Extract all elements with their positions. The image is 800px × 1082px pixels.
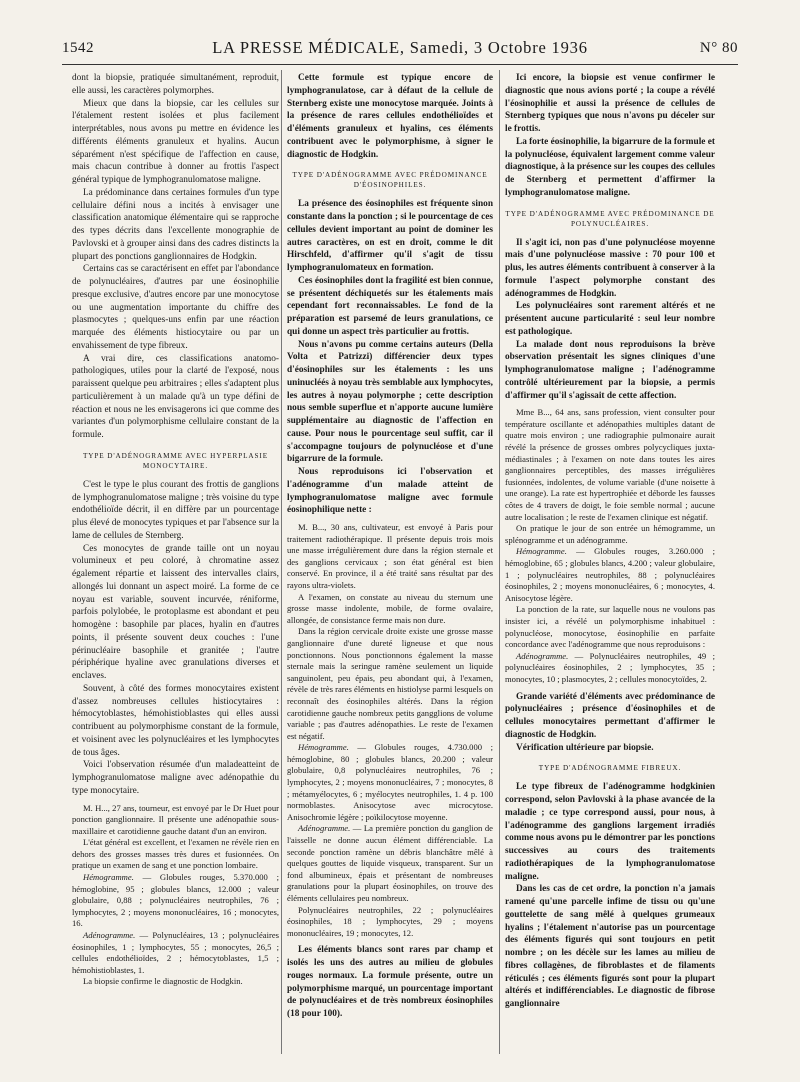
adenogram-label: Adénogramme. [83,930,136,941]
column-divider [281,70,282,1054]
paragraph: dont la biopsie, pratiquée simultanément, reproduit, elle aussi, les caractères polymorphes. [72,73,279,96]
case-report: Mme B..., 64 ans, sans profession, vient consulter pour température oscillante et adénopathies multiples datant de quatre mois environ ; une radiographie pulmonaire aurait révélé la présence de grosses ombres polycycliques juxta-médiastinales ; à l'examen on note dans toutes les aires ganglionnaires perceptibles, des masses irrégulières fusionnées, indolentes, de volume variable (d'une noisette à une orange). La rate est hypertrophiée et déborde les fausses côtes de 4 travers de doigt, le foie semble normal ; aucune autre localisation ; le reste de l'examen clinique est négatif. [505,407,715,522]
hemogram-label: Hémogramme. [298,742,349,753]
hemogram-label: Hémogramme. [83,872,134,883]
adenogram [72,930,279,976]
hemogram-values: — Globules rouges, 5.370.000 ; hémoglobine, 95 ; globules blancs, 12.000 ; valeur globulaire, 0,88 ; polynucléaires neutrophiles, 76 ; lymphocytes, 2 ; moyens mononucléaires, 16 ; monocytes, 16. [72,872,279,929]
case-report: La ponction de la rate, sur laquelle nous ne voulons pas insister ici, a révélé un polymorphisme inhabituel : polynucléose, monocytose, éosinophilie en parfaite concordance avec l'adénogramme que nous reproduisons : [505,604,715,650]
paragraph: Cette formule est typique encore de lymphogranulatose, car à défaut de la cellule de Sternberg existe une monocytose marquée. Joints à la présence de rares cellules endothélioïdes et d'éléments granuleux et hyalins, ces éléments contribuent avec le polymorphisme, à signer le diagnostic de Hodgkin. [287,73,493,160]
paragraph: Ces monocytes de grande taille ont un noyau volumineux et peu coloré, à chromatine assez également répartie et laissent des intervalles clairs, allongés lui donnant un aspect moiré. La forme de ce noyau est variable, souvent incurvée, réniforme, parfois polylobée, le protoplasme est abondant et peu homogène : basophile par places, hyalin en d'autres points, il présente souvent deux couches : l'une périnucléaire basophile et granitée ; l'autre périphérique hyaline avec granulations diverses et enclaves. [72,543,279,681]
case-report: Polynucléaires neutrophiles, 22 ; polynucléaires éosinophiles, 18 ; lymphocytes, 29 ; moyens mononucléaires, 19 ; monocytes, 12. [287,904,493,938]
column-3 [505,72,715,1011]
paragraph: Le type fibreux de l'adénogramme hodgkinien correspond, selon Pavlovski à la phase avancée de la maladie ; ce type correspond aussi, pour nous, à l'adénogramme des ganglions largement irradiés comme nous avons pu le démontrer par les ponctions successives au cours des traitements radiothérapiques de la lymphogranulomatose maligne. [505,782,715,882]
adenogram [287,823,493,904]
adenogram [505,651,715,686]
section-heading: TYPE D'ADÉNOGRAMME AVEC HYPERPLASIE MONOCYTAIRE. [82,451,268,470]
section-heading: TYPE D'ADÉNOGRAMME FIBREUX. [538,764,682,773]
paragraph: A vrai dire, ces classifications anatomo-pathologiques, utiles pour la clarté de l'exposé, nous paraissent quelque peu arbitraires ; elles s'adaptent plus particulièrement à un malade qu'à un type défini de réaction et nous ne les envisagerons ici que comme des variantes d'un polymorphisme cellulaire constant de la formule. [72,353,279,440]
column-divider [499,70,500,1054]
paragraph: La forte éosinophilie, la bigarrure de la formule et la polynucléose, équivalent largement comme valeur diagnostique, à la présence sur les coupes des cellules de Sternberg et permettent d'affirmer la lymphogranulomatose maligne. [505,136,715,198]
adenogram-label: Adénogramme. [298,823,351,834]
hemogram-values: — Globules rouges, 3.260.000 ; hémoglobine, 65 ; globules blancs, 4.200 ; valeur globulaire, 1 ; polynucléaires neutrophiles, 88 ; polynucléaires éosinophiles, 2 ; moyens mononucléaires, 6 ; monocytes, 4. Anisocytose légère. [505,546,715,603]
paragraph: Ici encore, la biopsie est venue confirmer le diagnostic que nous avions porté ; la coupe a révélé l'éosinophilie et aussi la présence de cellules de Sternberg typiques que nous n'avons pu déceler sur le frottis. [505,73,715,134]
hemogram [72,872,279,930]
issue-number: N° 80 [699,40,738,56]
paragraph: Il s'agit ici, non pas d'une polynucléose moyenne mais d'une polynucléose massive : 70 pour 100 et plus, les autres éléments contribuent à conserver à la formule l'aspect polymorphe constant des adénogrammes de Hodgkin. [505,237,715,299]
paragraph: Les éléments blancs sont rares par champ et isolés les uns des autres au milieu de globules rouges normaux. La formule présente, outre un polymorphisme marqué, un pourcentage important de polynucléaires et de très nombreux éosinophiles (18 pour 100). [287,945,493,1020]
hemogram-label: Hémogramme. [516,546,567,557]
case-report: La biopsie confirme le diagnostic de Hodgkin. [83,976,243,987]
section-heading: TYPE D'ADÉNOGRAMME AVEC PRÉDOMINANCE DE POLYNUCLÉAIRES. [505,209,715,228]
column-2 [287,72,493,1021]
journal-title: LA PRESSE MÉDICALE, Samedi, 3 Octobre 1936 [212,38,588,57]
adenogram-values: — Polynucléaires neutrophiles, 49 ; polynucléaires éosinophiles, 2 ; lymphocytes, 35 ; monocytes, 10 ; plasmocytes, 2 ; cellules monocytoïdes, 2. [505,650,715,684]
case-report: A l'examen, on constate au niveau du sternum une grosse masse indolente, mobile, de forme ovalaire, allongée, de consistance ferme mais non dure. [287,591,493,625]
paragraph: Les polynucléaires sont rarement altérés et ne présentent aucune particularité : seul leur nombre est pathologique. [505,301,715,337]
adenogram-values: — Polynucléaires, 13 ; polynucléaires éosinophiles, 1 ; lymphocytes, 55 ; monocytes, 26,5 ; cellules endothélioïdes, 2 ; hémocytoblastes, 1,5 ; hémohistioblastes, 1. [72,930,279,975]
case-report: On pratique le jour de son entrée un hémogramme, un splénogramme et un adénogramme. [505,523,715,545]
paragraph: Voici l'observation résumée d'un maladeatteint de lymphogranulomatose maligne avec adénopathie du type monocytaire. [72,760,279,796]
case-report: L'état général est excellent, et l'examen ne révèle rien en dehors des grosses masses très dures et fusionnées. On pratique un examen de sang et une ponction lombaire. [72,837,279,871]
paragraph: Ces éosinophiles dont la fragilité est bien connue, se présentent déchiquetés sur les étalements mais cependant fort reconnaissables. Le fond de la préparation est parsemé de leurs granulations, ce qui donne un aspect très particulier au frottis. [287,275,493,337]
paragraph: Nous reproduisons ici l'observation et l'adénogramme d'un malade atteint de lymphogranulomatose maligne avec formule éosinophilique nette : [287,467,493,516]
paragraph: Vérification ultérieure par biopsie. [516,742,654,753]
column-1 [72,72,279,988]
case-report: Dans la région cervicale droite existe une grosse masse ganglionnaire d'une dureté ligneuse et que nous ponctionnons. Nous ponctionnons également la masse sternale mais la seringue ramène seulement un liquide sanguinolent, peu épais, peu abondant qui, à l'examen, révèle de très rares éléments en histiolyse parmi lesquels on reconnaît des éosinophiles altérés. Dans la région carotidienne gauche nombreux petits gangglions de volume variable ; pas d'autres adénopathies. Le reste de l'examen est négatif. [287,626,493,741]
header-rule [62,64,738,65]
case-report: M. H..., 27 ans, tourneur, est envoyé par le Dr Huet pour ponction ganglionnaire. Il présente une adénopathie sous-maxillaire et carotidienne gauche datant d'un an environ. [72,802,279,836]
paragraph: La présence des éosinophiles est fréquente sinon constante dans la ponction ; si le pourcentage de ces cellules devient important au point de dominer les autres caractères, on est en droit, comme le dit Hirschfeld, d'affirmer qu'il s'agit de tissu lymphogranulomateux en formation. [287,199,493,273]
adenogram-label: Adénogramme. [516,650,569,661]
hemogram [287,742,493,823]
running-header [62,34,738,64]
paragraph: Mieux que dans la biopsie, car les cellules sur l'étalement restent isolées et plus facilement interprétables, nous avons pu mettre en évidence les différents éléments granuleux et hyalins. Aucun séparément n'est spécifique de l'affection en cause, mais chacun contribue à donner au frottis l'aspect général typique de lymphogranulomatose maligne. [72,98,279,185]
adenogram-values: — La première ponction du ganglion de l'aisselle ne donne aucun élément différenciable. La seconde ponction ramène un débris blanchâtre mêlé à quelques gouttes de liquide visqueux, transparent. Sur un fond albumineux, épais et présentant de nombreuses granulations pour la plupart éosinophiles, on trouve des éléments cellulaires peu nombreux. [287,823,493,903]
page-number: 1542 [62,40,94,56]
paragraph: C'est le type le plus courant des frottis de ganglions de lymphogranulomatose maligne ; très voisine du type endothélioïde décrit, il en diffère par un pourcentage plus élevé de monocytes typiques et par l'absence sur la lame de cellules de Sternberg. [72,479,279,541]
hemogram-values: — Globules rouges, 4.730.000 ; hémoglobine, 80 ; globules blancs, 20.200 ; valeur globulaire, 0,8 polynucléaires neutrophiles, 76 ; lymphocytes, 2 ; moyens mononucléaires, 7 ; monocytes, 8 ; métamyélocytes, 6 ; myélocytes neutrophiles, 1. 4 p. 100 normoblastes. Anisocytose avec microcytose. Anisochromie légère ; poïkilocytose moyenne. [287,742,493,822]
paragraph: Souvent, à côté des formes monocytaires existent d'assez nombreuses cellules histiocytaires : hémocytoblastes, hémohistioblastes qui elles aussi contribuent au polymorphisme constant de la formule, et voisinent avec les polynucléaires et les lymphocytes de tous âges. [72,683,279,758]
paragraph: Dans les cas de cet ordre, la ponction n'a jamais ramené qu'une parcelle infime de tissu ou qu'une gouttelette de sang mêlé à quelques grumeaux hyalins ; l'étalement n'autorise pas un pourcentage des éléments figurés qui sont toujours en petit nombre ; on les décèle sur les lames au milieu de fibres collagènes, de fibroblastes et de filaments réticulés ; ces éléments figurés sont pour la plupart altérés et indifférenciables. Le diagnostic de fibrose ganglionnaire [505,884,715,1009]
paragraph: Grande variété d'éléments avec prédominance de polynucléaires ; présence d'éosinophiles et de cellules monocytaires permettant d'affirmer le diagnostic de Hodgkin. [505,691,715,740]
hemogram [505,546,715,604]
case-report: M. B..., 30 ans, cultivateur, est envoyé à Paris pour traitement radiothérapique. Il présente depuis trois mois une masse irrégulièrement dure dans la région sternale et des ganglions cervicaux ; son état général est bien conservé. En province, il a été traité sans résultat par des rayons ultra-violets. [287,522,493,590]
paragraph: La prédominance dans certaines formules d'un type cellulaire défini nous a incités à envisager une classification anatomique élémentaire qui se rapproche des types décrits dans l'excellente monographie de Pavlovski et à grouper ainsi dans des cadres distincts la plupart des ponctions ganglionnaires de Hodgkin. [72,187,279,262]
paragraph: Nous n'avons pu comme certains auteurs (Della Volta et Patrizzi) différencier deux types d'éosinophiles sur les étalements : les uns uninucléés à noyau très semblable aux lymphocytes, les autres à noyau polymorphe ; cette description nous semble superflue et n'apporte aucune lumière supplémentaire au diagnostic de l'affection en cause. Pour nous le pourcentage seul suffit, car il s'accompagne toujours de polynucléose et d'une bigarrure de la formule. [287,339,493,465]
section-heading: TYPE D'ADÉNOGRAMME AVEC PRÉDOMINANCE D'ÉOSINOPHILES. [292,171,488,190]
paragraph: Certains cas se caractérisent en effet par l'abondance de polynucléaires, d'autres par une éosinophilie presque exclusive, d'autres encore par une monocytose ou une augmentation importante du chiffre des plasmocytes ; quelques-uns enfin par une réaction marquée des éléments histiocytaire ou par un envahissement de type fibreux. [72,264,279,351]
paragraph: La malade dont nous reproduisons la brève observation présentait les signes cliniques d'une lymphogranulomatose maligne ; l'adénogramme contrôlé ultérieurement par la biopsie, a permis d'affirmer qu'il s'agissait de cette affection. [505,339,715,401]
